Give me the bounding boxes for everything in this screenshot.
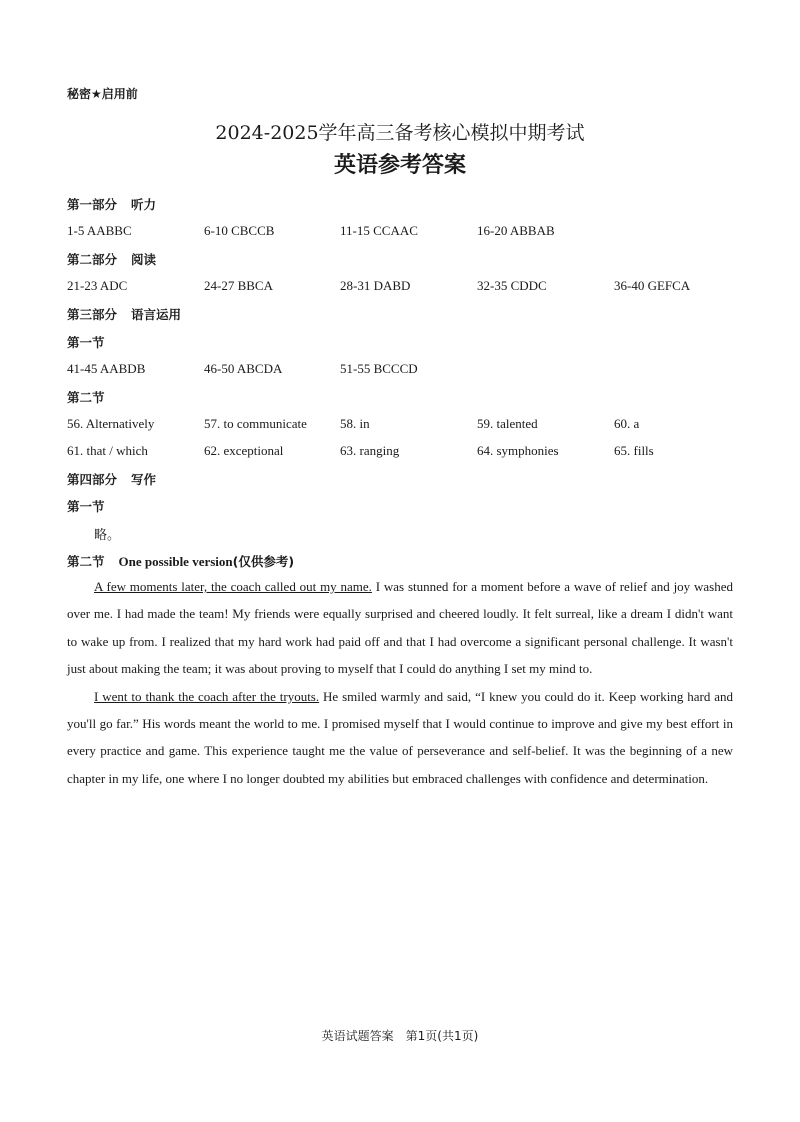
answer-cell: 57. to communicate [204, 416, 307, 431]
essay-p1-opening: A few moments later, the coach called out my name. [94, 579, 372, 594]
answer-cell: 32-35 CDDC [477, 278, 547, 293]
answer-cell: 28-31 DABD [340, 278, 411, 293]
part2-name: 第二部分 [67, 252, 118, 267]
part4-name: 第四部分 [67, 472, 118, 487]
answer-cell: 36-40 GEFCA [614, 278, 691, 293]
essay-p1-body: I was stunned for a moment before a wave of relief and joy washed over me. I had made the team! My friends were equally surprised and cheered loudly. It felt surreal, like a dream I didn't want to wake up from. I realized that my hard work had paid off and that I had overcome a significant personal challenge. It wasn't just about making the team; it was about proving to myself that I could do anything I set my mind to. [67, 579, 733, 677]
version-label-cn: (仅供参考) [232, 554, 295, 569]
answer-cell: 11-15 CCAAC [340, 223, 418, 238]
answer-cell: 58. in [340, 416, 370, 431]
omitted-note: 略。 [94, 528, 121, 543]
part1-heading [67, 195, 156, 213]
answer-cell: 41-45 AABDB [67, 361, 146, 376]
part3-section2-heading: 第二节 [67, 390, 105, 405]
essay-paragraph-1 [67, 573, 733, 683]
answer-cell: 64. symphonies [477, 443, 559, 458]
section2-label: 第二节 [67, 554, 105, 569]
part4-topic: 写作 [131, 472, 157, 487]
part3-section1-heading: 第一节 [67, 335, 105, 350]
answer-cell: 63. ranging [340, 443, 400, 458]
answer-cell: 24-27 BBCA [204, 278, 273, 293]
answer-cell: 60. a [614, 416, 640, 431]
answer-cell: 59. talented [477, 416, 538, 431]
version-label-en: One possible version [118, 554, 233, 569]
answer-cell: 51-55 BCCCD [340, 361, 418, 376]
essay-p2-opening: I went to thank the coach after the tryouts. [94, 688, 320, 704]
answer-cell: 56. Alternatively [67, 416, 155, 431]
answer-cell: 16-20 ABBAB [477, 223, 555, 238]
part3-topic: 语言运用 [131, 307, 182, 322]
essay-paragraph-2 [67, 683, 733, 793]
answer-key-title: 英语参考答案 [333, 153, 466, 178]
answer-cell: 62. exceptional [204, 443, 284, 458]
part4-heading [67, 470, 156, 488]
confidential-label: 秘密★启用前 [67, 87, 138, 101]
part3-name: 第三部分 [67, 307, 118, 322]
part4-section2-heading [67, 552, 294, 570]
answer-cell: 65. fills [614, 443, 654, 458]
essay-p2-body: He smiled warmly and said, “I knew you could do it. Keep working hard and you'll go far.” His words meant the world to me. I promised myself that I would continue to improve and give my best effort in every practice and game. This experience taught me the value of perseverance and self-belief. It was the beginning of a new chapter in my life, one where I no longer doubted my abilities but embraced challenges with confidence and determination. [67, 688, 734, 786]
answer-cell: 6-10 CBCCB [204, 223, 275, 238]
part2-heading [67, 250, 156, 268]
sample-essay [67, 573, 733, 792]
part1-topic: 听力 [131, 197, 157, 212]
part4-section1-heading: 第一节 [67, 499, 105, 514]
part2-topic: 阅读 [131, 252, 157, 267]
page-footer: 英语试题答案 第1页(共1页) [321, 1029, 479, 1043]
answer-cell: 21-23 ADC [67, 278, 128, 293]
part1-name: 第一部分 [67, 197, 118, 212]
answer-cell: 46-50 ABCDA [204, 361, 283, 376]
part3-heading [67, 305, 181, 323]
answer-cell: 1-5 AABBC [67, 223, 132, 238]
exam-title: 2024-2025学年高三备考核心模拟中期考试 [215, 122, 585, 144]
answer-cell: 61. that / which [67, 443, 148, 458]
